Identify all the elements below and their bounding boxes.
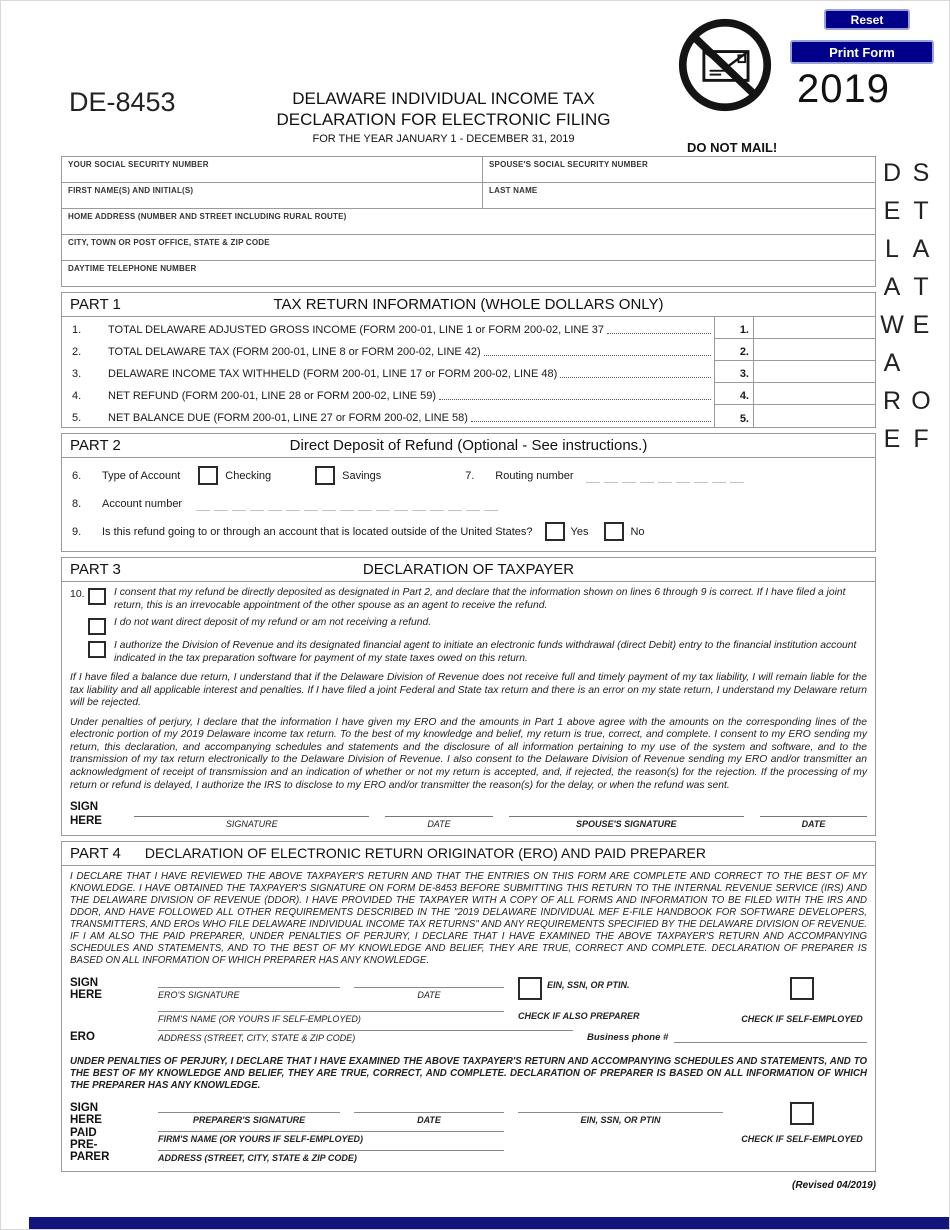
daytime-phone-field[interactable] bbox=[62, 261, 875, 286]
account-type-row bbox=[70, 466, 867, 485]
field-line bbox=[674, 1042, 867, 1043]
preparer-ein-label: EIN, SSN, OR PTIN bbox=[580, 1115, 661, 1126]
savings-checkbox[interactable] bbox=[315, 466, 335, 485]
ero-check-if-self-employed-label: CHECK IF SELF-EMPLOYED bbox=[741, 1013, 863, 1024]
authorize-debit-option bbox=[70, 640, 867, 665]
preparer-rail bbox=[70, 1102, 158, 1163]
here-word: HERE bbox=[70, 814, 102, 827]
ero-address-row bbox=[158, 1030, 867, 1043]
part2-header bbox=[62, 434, 875, 458]
paid-preparer-role-label: PAID PRE- PARER bbox=[70, 1126, 110, 1163]
line5-amount-input[interactable] bbox=[758, 407, 875, 425]
line3-box-number: 3. bbox=[714, 361, 753, 383]
part1-title: TAX RETURN INFORMATION (WHOLE DOLLARS ONLY) bbox=[273, 296, 664, 313]
outside-us-yes-checkbox[interactable] bbox=[545, 522, 565, 541]
line1-label: TOTAL DELAWARE ADJUSTED GROSS INCOME (FORM 200-01, LINE 1 or FORM 200-02, LINE 37 bbox=[108, 324, 604, 336]
preparer-check-if-self-employed-label: CHECK IF SELF-EMPLOYED bbox=[741, 1134, 863, 1145]
check-if-also-preparer-label: CHECK IF ALSO PREPARER bbox=[518, 1010, 640, 1021]
ero-sign-block bbox=[62, 971, 875, 1051]
your-ssn-input[interactable] bbox=[68, 168, 480, 181]
preparer-firm-name-field[interactable] bbox=[158, 1131, 504, 1144]
home-address-input[interactable] bbox=[68, 220, 873, 233]
taxpayer-sign-area bbox=[70, 801, 867, 829]
line3-number: 3. bbox=[72, 368, 82, 380]
no-direct-deposit-checkbox[interactable] bbox=[88, 618, 106, 635]
outside-us-row bbox=[70, 522, 867, 541]
line4-number: 4. bbox=[72, 390, 82, 402]
line1-number: 1. bbox=[72, 324, 82, 336]
city-row bbox=[62, 235, 875, 261]
line4-label: NET REFUND (FORM 200-01, LINE 28 or FORM 200-02, LINE 59) bbox=[108, 390, 437, 402]
part2-content bbox=[62, 458, 875, 551]
spouse-date-label: DATE bbox=[801, 818, 826, 829]
city-state-zip-input[interactable] bbox=[68, 246, 873, 259]
ero-fields bbox=[158, 977, 867, 1043]
account-type-label: Type of Account bbox=[102, 469, 181, 482]
ero-signature-row bbox=[158, 977, 867, 1000]
outside-us-question: Is this refund going to or through an account that is located outside of the United States? bbox=[102, 525, 533, 538]
dotted-leader bbox=[484, 339, 711, 356]
no-label: No bbox=[630, 525, 645, 538]
part2-section bbox=[61, 433, 876, 552]
part1-line2 bbox=[62, 339, 875, 361]
sign-word: SIGN bbox=[70, 976, 99, 989]
item10-number: 10. bbox=[70, 588, 85, 600]
preparer-address-field[interactable] bbox=[158, 1150, 504, 1163]
preparer-date-field[interactable] bbox=[354, 1112, 504, 1125]
line2-box-number: 2. bbox=[714, 339, 753, 361]
line5-box-number: 5. bbox=[714, 405, 753, 427]
line4-amount-input[interactable] bbox=[758, 385, 875, 402]
home-address-label: HOME ADDRESS (NUMBER AND STREET INCLUDING RURAL ROUTE) bbox=[68, 212, 347, 221]
your-ssn-field[interactable] bbox=[62, 157, 483, 182]
bottom-bar bbox=[29, 1217, 949, 1229]
dotted-leader bbox=[471, 405, 711, 422]
ero-ein-label: EIN, SSN, OR PTIN. bbox=[547, 979, 630, 990]
form-number: DE-8453 bbox=[69, 87, 176, 117]
ero-address-label: ADDRESS (STREET, CITY, STATE & ZIP CODE) bbox=[158, 1032, 356, 1043]
ero-firm-name-field[interactable] bbox=[158, 1011, 504, 1024]
here-word: HERE bbox=[70, 1114, 102, 1127]
part2-title: Direct Deposit of Refund (Optional - See instructions.) bbox=[289, 437, 648, 454]
line1-amount-input[interactable] bbox=[758, 319, 875, 336]
part1-line1 bbox=[62, 317, 875, 339]
here-word: HERE bbox=[70, 988, 102, 1001]
city-state-zip-label: CITY, TOWN OR POST OFFICE, STATE & ZIP CODE bbox=[68, 238, 270, 247]
part4-section bbox=[61, 841, 876, 1172]
no-direct-deposit-text: I do not want direct deposit of my refund or am not receiving a refund. bbox=[114, 617, 432, 629]
do-not-mail-label: DO NOT MAIL! bbox=[687, 140, 778, 155]
line5-amount-field[interactable] bbox=[753, 405, 875, 427]
home-address-field[interactable] bbox=[62, 209, 875, 234]
line2-amount-input[interactable] bbox=[758, 341, 875, 358]
line2-label: TOTAL DELAWARE TAX (FORM 200-01, LINE 8 or FORM 200-02, LINE 42) bbox=[108, 346, 481, 358]
title-subtitle: FOR THE YEAR JANUARY 1 - DECEMBER 31, 2019 bbox=[312, 132, 575, 145]
account-number-label: Account number bbox=[102, 497, 183, 510]
ero-role-label: ERO bbox=[70, 1030, 95, 1043]
ero-rail bbox=[70, 977, 158, 1043]
no-mail-icon bbox=[677, 17, 773, 113]
reset-button[interactable]: Reset bbox=[824, 9, 910, 30]
part3-title: DECLARATION OF TAXPAYER bbox=[362, 561, 575, 578]
spouse-ssn-field[interactable] bbox=[483, 157, 875, 182]
checking-label: Checking bbox=[225, 469, 272, 482]
ssn-row bbox=[62, 157, 875, 183]
form-title-block bbox=[226, 88, 661, 145]
preparer-signature-field[interactable] bbox=[158, 1112, 340, 1125]
first-name-field[interactable] bbox=[62, 183, 483, 208]
first-name-label: FIRST NAME(S) AND INITIAL(S) bbox=[68, 186, 194, 195]
check-if-also-preparer-checkbox[interactable] bbox=[518, 977, 542, 1000]
part4-title: DECLARATION OF ELECTRONIC RETURN ORIGINATOR (ERO) AND PAID PREPARER bbox=[144, 845, 706, 862]
preparer-self-employed-cell bbox=[737, 1102, 867, 1125]
preparer-fields bbox=[158, 1102, 867, 1163]
part3-section bbox=[61, 557, 876, 836]
address-row bbox=[62, 209, 875, 235]
preparer-firm-row bbox=[158, 1131, 867, 1144]
spouse-signature-field[interactable] bbox=[509, 816, 744, 829]
preparer-ein-field[interactable] bbox=[518, 1112, 723, 1125]
spouse-ssn-input[interactable] bbox=[489, 168, 873, 181]
no-direct-deposit-option bbox=[70, 617, 867, 635]
print-form-button[interactable]: Print Form bbox=[790, 40, 934, 64]
ero-date-field[interactable] bbox=[354, 987, 504, 1000]
ero-sign-here-label bbox=[70, 977, 158, 1001]
last-name-field[interactable] bbox=[483, 183, 875, 208]
business-phone-field[interactable] bbox=[587, 1032, 867, 1043]
part1-line4 bbox=[62, 383, 875, 405]
last-name-label: LAST NAME bbox=[489, 186, 538, 195]
part1-line5 bbox=[62, 405, 875, 427]
savings-label: Savings bbox=[342, 469, 382, 482]
authorize-debit-checkbox[interactable] bbox=[88, 641, 106, 658]
authorize-debit-text: I authorize the Division of Revenue and its designated financial agent to initiate an electronic funds withdrawal (direct Debit) entry to the financial institution account indicated in the tax preparation software for payment of my state taxes owed on this return. bbox=[114, 640, 857, 664]
routing-number-field[interactable] bbox=[586, 468, 748, 483]
account-number-row bbox=[70, 496, 867, 511]
ero-self-employed-cell bbox=[737, 977, 867, 1000]
part4-label: PART 4 bbox=[70, 844, 121, 862]
dotted-leader bbox=[607, 317, 711, 334]
taxpayer-date-field[interactable] bbox=[385, 816, 492, 829]
spouse-date-field[interactable] bbox=[760, 816, 867, 829]
item7-number: 7. bbox=[465, 469, 475, 482]
first-name-input[interactable] bbox=[68, 194, 480, 207]
spouse-signature-label: SPOUSE'S SIGNATURE bbox=[575, 818, 677, 829]
item9-number: 9. bbox=[72, 525, 82, 538]
your-ssn-label: YOUR SOCIAL SECURITY NUMBER bbox=[68, 160, 209, 169]
ero-declaration-paragraph: I DECLARE THAT I HAVE REVIEWED THE ABOVE TAXPAYER'S RETURN AND THAT THE ENTRIES ON THIS FORM ARE COMPLETE AND CORRECT TO THE BEST OF MY KNOWLEDGE. I HAVE OBTAINED THE TAXPAYER'S SIGNATURE ON FORM DE-8453 BEFORE SUBMITTING THIS RETURN TO THE INTERNAL REVENUE SERVICE (IRS) AND THE DELAWARE DIVISION OF REVENUE (DDOR). I HAVE PROVIDED THE TAXPAYER WITH A COPY OF ALL FORMS AND INFORMATION TO BE FILED WITH THE IRS AND DDOR, AND HAVE FOLLOWED ALL OTHER REQUIREMENTS DESCRIBED IN THE "2019 DELAWARE INDIVIDUAL MEF E-FILE HANDBOOK FOR SOFTWARE DEVELOPERS, TRANSMITTERS, AND EROs WHO FILE DELAWARE INDIVIDUAL INCOME TAX RETURNS" AND ANY REQUIREMENTS SPECIFIED BY THE DELAWARE DIVISION OF REVENUE. IF I AM ALSO THE PAID PREPARER, UNDER PENALTIES OF PERJURY, I DECLARE THAT I HAVE EXAMINED THE ABOVE TAXPAYER'S RETURN AND ACCOMPANYING SCHEDULES AND STATEMENTS, AND TO THE BEST OF MY KNOWLEDGE AND BELIEF, THEY ARE TRUE, CORRECT AND COMPLETE. DECLARATION OF PREPARER IS BASED ON ALL INFORMATION OF WHICH PREPARER HAS ANY KNOWLEDGE. bbox=[70, 870, 867, 966]
part1-header bbox=[62, 293, 875, 317]
outside-us-no-checkbox[interactable] bbox=[604, 522, 624, 541]
line1-box-number: 1. bbox=[714, 317, 753, 339]
preparer-signature-label: PREPARER'S SIGNATURE bbox=[192, 1115, 306, 1126]
taxpayer-info-table bbox=[61, 156, 876, 287]
phone-row bbox=[62, 261, 875, 286]
preparer-signature-row bbox=[158, 1102, 867, 1125]
consent-direct-deposit-checkbox[interactable] bbox=[88, 588, 106, 605]
part3-label: PART 3 bbox=[70, 561, 121, 578]
ero-check-if-self-employed-checkbox[interactable] bbox=[790, 977, 814, 1000]
consent-option bbox=[70, 587, 867, 612]
ero-ein-group bbox=[518, 977, 723, 1000]
part4-header bbox=[62, 842, 875, 866]
line3-label: DELAWARE INCOME TAX WITHHELD (FORM 200-01, LINE 17 or FORM 200-02, LINE 48) bbox=[108, 368, 558, 380]
line4-amount-field[interactable] bbox=[753, 383, 875, 405]
line3-amount-field[interactable] bbox=[753, 361, 875, 383]
ero-signature-label: ERO'S SIGNATURE bbox=[158, 989, 240, 1000]
part1-line3 bbox=[62, 361, 875, 383]
preparer-address-label: ADDRESS (STREET, CITY, STATE & ZIP CODE) bbox=[158, 1153, 357, 1164]
line2-amount-field[interactable] bbox=[753, 339, 875, 361]
line5-number: 5. bbox=[72, 412, 82, 424]
spouse-ssn-label: SPOUSE'S SOCIAL SECURITY NUMBER bbox=[489, 160, 648, 169]
daytime-phone-input[interactable] bbox=[68, 272, 873, 285]
title-line1: DELAWARE INDIVIDUAL INCOME TAX bbox=[292, 89, 595, 108]
part3-content bbox=[62, 582, 875, 835]
perjury-paragraph: Under penalties of perjury, I declare that the information I have given my ERO and the amounts in Part 1 above agree with the amounts on the corresponding lines of the electronic portion of my 2019 Delaware income tax return. To the best of my knowledge and belief, my return is true, correct, and complete. I consent to my ERO sending my return, this declaration, and accompanying schedules and statements and the disclosure of all information pertaining to my use of the system and software, and to the transmission of my tax return electronically to the Delaware Division of Revenue. I also consent to the Delaware Division of Revenue sending my ERO and/or transmitter an acknowledgment of receipt of transmission and an indication of whether or not my return is accepted, and, if rejected, the reason(s) for the rejection. If the processing of my return or refund is delayed, I authorize the IRS to disclose to my ERO and/or transmitter the reason(s) for the delay, or when the refund was sent. bbox=[70, 716, 867, 791]
ero-date-label: DATE bbox=[417, 989, 441, 1000]
preparer-address-row bbox=[158, 1150, 867, 1163]
ero-address-field[interactable] bbox=[158, 1030, 573, 1043]
revised-note: (Revised 04/2019) bbox=[792, 1180, 876, 1192]
signature-columns bbox=[134, 816, 867, 829]
state-of-delaware-vertical-text: STATE OF DELAWARE bbox=[878, 159, 935, 463]
taxpayer-signature-field[interactable] bbox=[134, 816, 369, 829]
dotted-leader bbox=[560, 361, 711, 378]
name-row bbox=[62, 183, 875, 209]
account-number-field[interactable] bbox=[196, 496, 502, 511]
item6-number: 6. bbox=[72, 469, 82, 482]
ero-signature-field[interactable] bbox=[158, 987, 340, 1000]
preparer-date-label: DATE bbox=[417, 1115, 441, 1126]
line3-amount-input[interactable] bbox=[758, 363, 875, 380]
line2-number: 2. bbox=[72, 346, 82, 358]
part1-lines bbox=[62, 317, 875, 427]
preparer-declaration-paragraph: UNDER PENALTIES OF PERJURY, I DECLARE THAT I HAVE EXAMINED THE ABOVE TAXPAYER'S RETURN AND ACCOMPANYING SCHEDULES AND STATEMENTS, AND TO THE BEST OF MY KNOWLEDGE AND BELIEF, THEY ARE TRUE, CORRECT, AND COMPLETE. DECLARATION OF PREPARER IS BASED ON ALL INFORMATION OF WHICH THE PREPARER HAS ANY KNOWLEDGE. bbox=[70, 1055, 867, 1092]
yes-label: Yes bbox=[570, 525, 589, 538]
last-name-input[interactable] bbox=[489, 194, 873, 207]
part3-header bbox=[62, 558, 875, 582]
checking-checkbox[interactable] bbox=[198, 466, 218, 485]
dotted-leader bbox=[439, 383, 711, 400]
title-line2: DECLARATION FOR ELECTRONIC FILING bbox=[276, 110, 611, 130]
city-state-zip-field[interactable] bbox=[62, 235, 875, 260]
daytime-phone-label: DAYTIME TELEPHONE NUMBER bbox=[68, 264, 197, 273]
part1-label: PART 1 bbox=[70, 296, 121, 313]
line5-label: NET BALANCE DUE (FORM 200-01, LINE 27 or FORM 200-02, LINE 58) bbox=[108, 412, 468, 424]
ero-firm-row bbox=[158, 1006, 867, 1024]
sign-here-label bbox=[70, 801, 134, 829]
part2-label: PART 2 bbox=[70, 437, 121, 454]
tax-year: 2019 bbox=[797, 67, 890, 111]
preparer-firm-name-label: FIRM'S NAME (OR YOURS IF SELF-EMPLOYED) bbox=[158, 1134, 363, 1145]
business-phone-label: Business phone # bbox=[587, 1031, 669, 1043]
balance-due-paragraph: If I have filed a balance due return, I understand that if the Delaware Division of Revenue does not receive full and timely payment of my tax liability, I will remain liable for the tax liability and all applicable interest and penalties. If I have filed a joint Federal and State tax return and there is an error on my state return, I understand my Delaware return will be rejected. bbox=[70, 672, 867, 709]
ero-firm-name-label: FIRM'S NAME (OR YOURS IF SELF-EMPLOYED) bbox=[158, 1013, 361, 1024]
date-label: DATE bbox=[427, 818, 451, 829]
routing-number-label: Routing number bbox=[495, 469, 574, 482]
sign-word: SIGN bbox=[70, 1102, 99, 1115]
item8-number: 8. bbox=[72, 497, 82, 510]
consent-option-text: I consent that my refund be directly deposited as designated in Part 2, and declare that the information shown on lines 6 through 9 is correct. If I have filed a joint return, this is an irrevocable appointment of the other spouse as an agent to receive the refund. bbox=[114, 587, 846, 611]
line4-box-number: 4. bbox=[714, 383, 753, 405]
part1-section bbox=[61, 292, 876, 428]
sign-word: SIGN bbox=[70, 801, 99, 814]
form-body bbox=[61, 156, 876, 1191]
preparer-sign-block bbox=[62, 1096, 875, 1171]
signature-label: SIGNATURE bbox=[225, 818, 278, 829]
line1-amount-field[interactable] bbox=[753, 317, 875, 339]
preparer-check-if-self-employed-checkbox[interactable] bbox=[790, 1102, 814, 1125]
